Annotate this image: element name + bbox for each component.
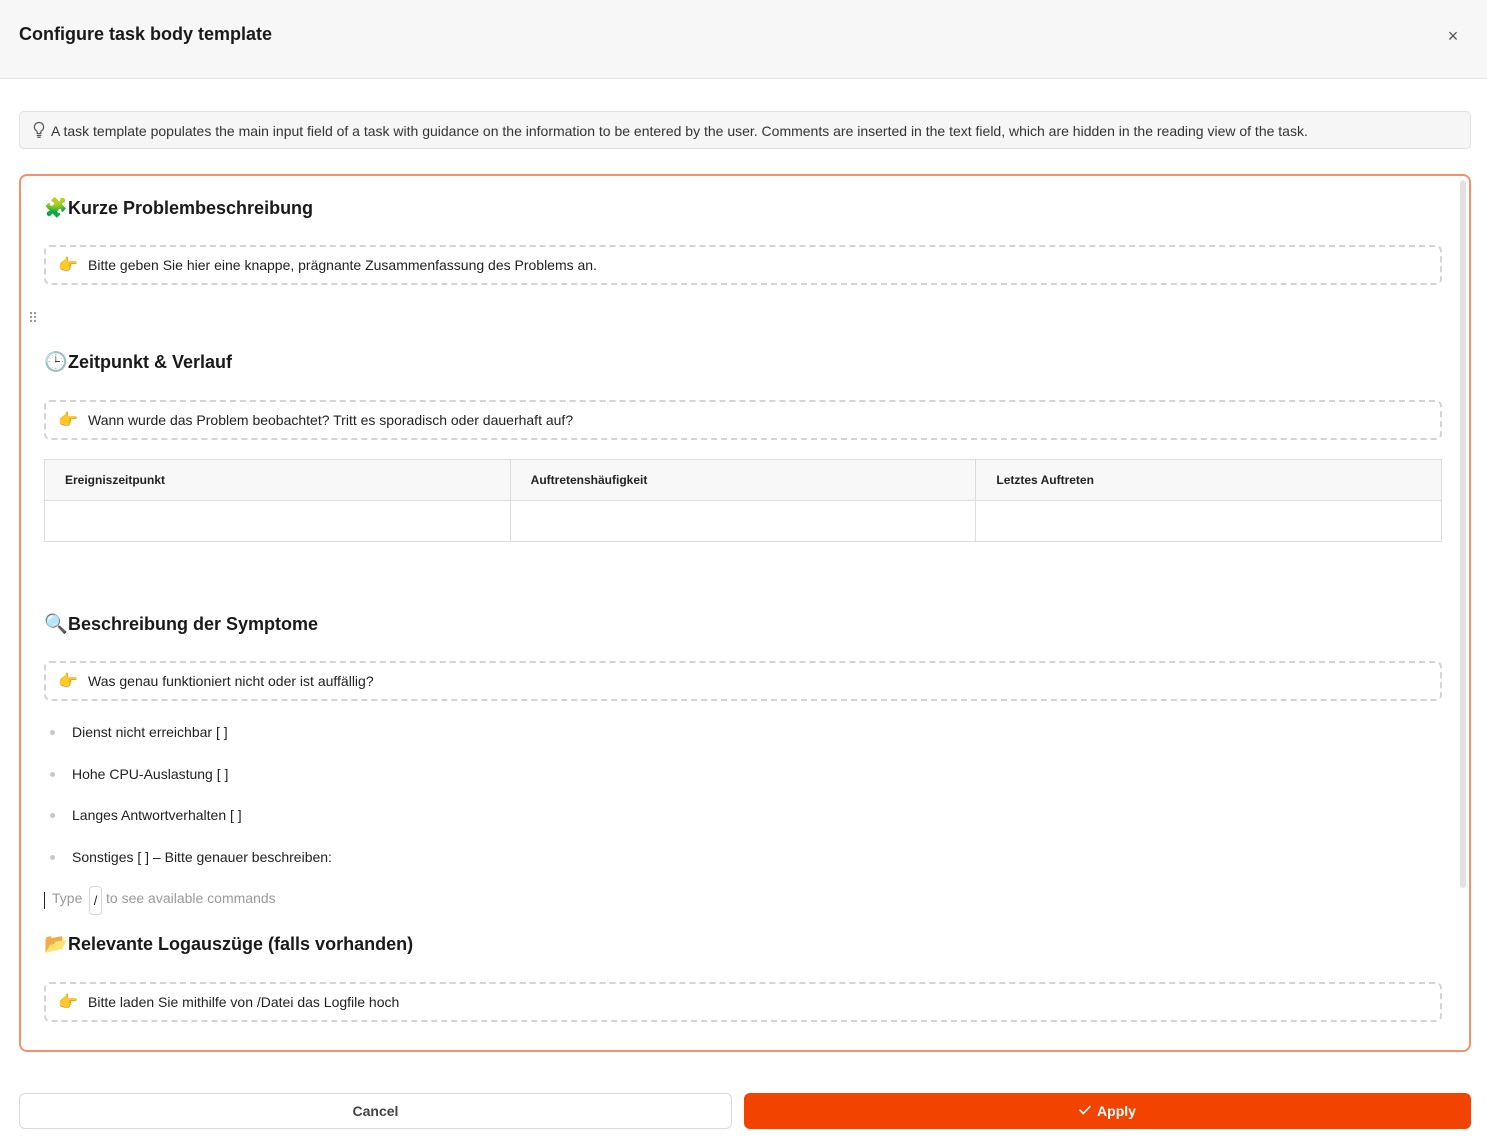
section-heading-text: Beschreibung der Symptome xyxy=(68,614,319,634)
table-header-cell[interactable]: Ereigniszeitpunkt xyxy=(45,460,511,501)
table-cell[interactable] xyxy=(45,501,511,542)
editor-scrollbar[interactable] xyxy=(1460,180,1466,888)
template-editor[interactable] xyxy=(19,174,1471,1052)
guidance-callout[interactable] xyxy=(44,982,1442,1022)
list-item-text: Sonstiges [ ] – Bitte genauer beschreiben: xyxy=(72,848,332,865)
guidance-callout[interactable] xyxy=(44,245,1442,285)
check-icon xyxy=(1079,1105,1091,1115)
clock-icon: 🕒 xyxy=(44,352,68,373)
bullet-dot xyxy=(50,855,55,860)
drag-handle-icon[interactable]: ⠿ xyxy=(28,310,38,326)
section-heading-text: Zeitpunkt & Verlauf xyxy=(68,352,233,372)
section-heading-logs[interactable] xyxy=(44,932,413,956)
dialog-title: Configure task body template xyxy=(19,24,273,44)
guidance-callout[interactable] xyxy=(44,400,1442,440)
dialog-header xyxy=(0,0,1487,79)
pointing-hand-icon: 👉 xyxy=(58,257,78,274)
lightbulb-icon xyxy=(32,121,46,139)
callout-text: Bitte laden Sie mithilfe von /Datei das Logfile hoch xyxy=(88,994,400,1010)
list-item-text: Hohe CPU-Auslastung [ ] xyxy=(72,765,229,782)
bullet-dot xyxy=(50,730,55,735)
bullet-dot xyxy=(50,772,55,777)
apply-button-label: Apply xyxy=(1097,1103,1136,1119)
timing-table[interactable] xyxy=(44,459,1442,542)
guidance-callout[interactable] xyxy=(44,661,1442,701)
table-cell[interactable] xyxy=(510,501,976,542)
pointing-hand-icon: 👉 xyxy=(58,673,78,690)
apply-button[interactable] xyxy=(744,1093,1471,1129)
pointing-hand-icon: 👉 xyxy=(58,994,78,1011)
pointing-hand-icon: 👉 xyxy=(58,412,78,429)
section-heading-text: Kurze Problembeschreibung xyxy=(68,198,314,218)
section-heading-problem[interactable] xyxy=(44,196,313,220)
text-caret xyxy=(44,892,45,909)
command-hint-prefix: Type xyxy=(52,890,83,906)
command-hint-suffix: to see available commands xyxy=(106,890,276,906)
cancel-button[interactable]: Cancel xyxy=(19,1093,732,1129)
list-item-text: Dienst nicht erreichbar [ ] xyxy=(72,724,228,740)
section-heading-text: Relevante Logauszüge (falls vorhanden) xyxy=(68,934,414,954)
bullet-dot xyxy=(50,813,55,818)
puzzle-icon: 🧩 xyxy=(44,198,68,219)
section-heading-symptoms[interactable] xyxy=(44,612,318,636)
callout-text: Bitte geben Sie hier eine knappe, prägnante Zusammenfassung des Problems an. xyxy=(88,257,597,273)
list-item-text: Langes Antwortverhalten [ ] xyxy=(72,807,242,823)
table-header-cell[interactable]: Auftretenshäufigkeit xyxy=(510,460,976,501)
close-icon[interactable]: × xyxy=(1447,26,1459,46)
section-heading-timing[interactable] xyxy=(44,350,232,374)
callout-text: Was genau funktioniert nicht oder ist auffällig? xyxy=(88,673,374,689)
table-row xyxy=(45,501,1442,542)
info-text: A task template populates the main input field of a task with guidance on the information to be entered by the user. Comments are inserted in the text field, which are hidden in the reading view of the task. xyxy=(51,123,1308,139)
info-banner xyxy=(19,111,1471,149)
table-cell[interactable] xyxy=(976,501,1442,542)
callout-text: Wann wurde das Problem beobachtet? Tritt es sporadisch oder dauerhaft auf? xyxy=(88,412,574,428)
magnifier-icon: 🔍 xyxy=(44,614,68,635)
table-header-cell[interactable]: Letztes Auftreten xyxy=(976,460,1442,501)
folder-icon: 📂 xyxy=(44,934,68,955)
table-header-row xyxy=(45,460,1442,501)
slash-key-badge: / xyxy=(89,886,102,915)
